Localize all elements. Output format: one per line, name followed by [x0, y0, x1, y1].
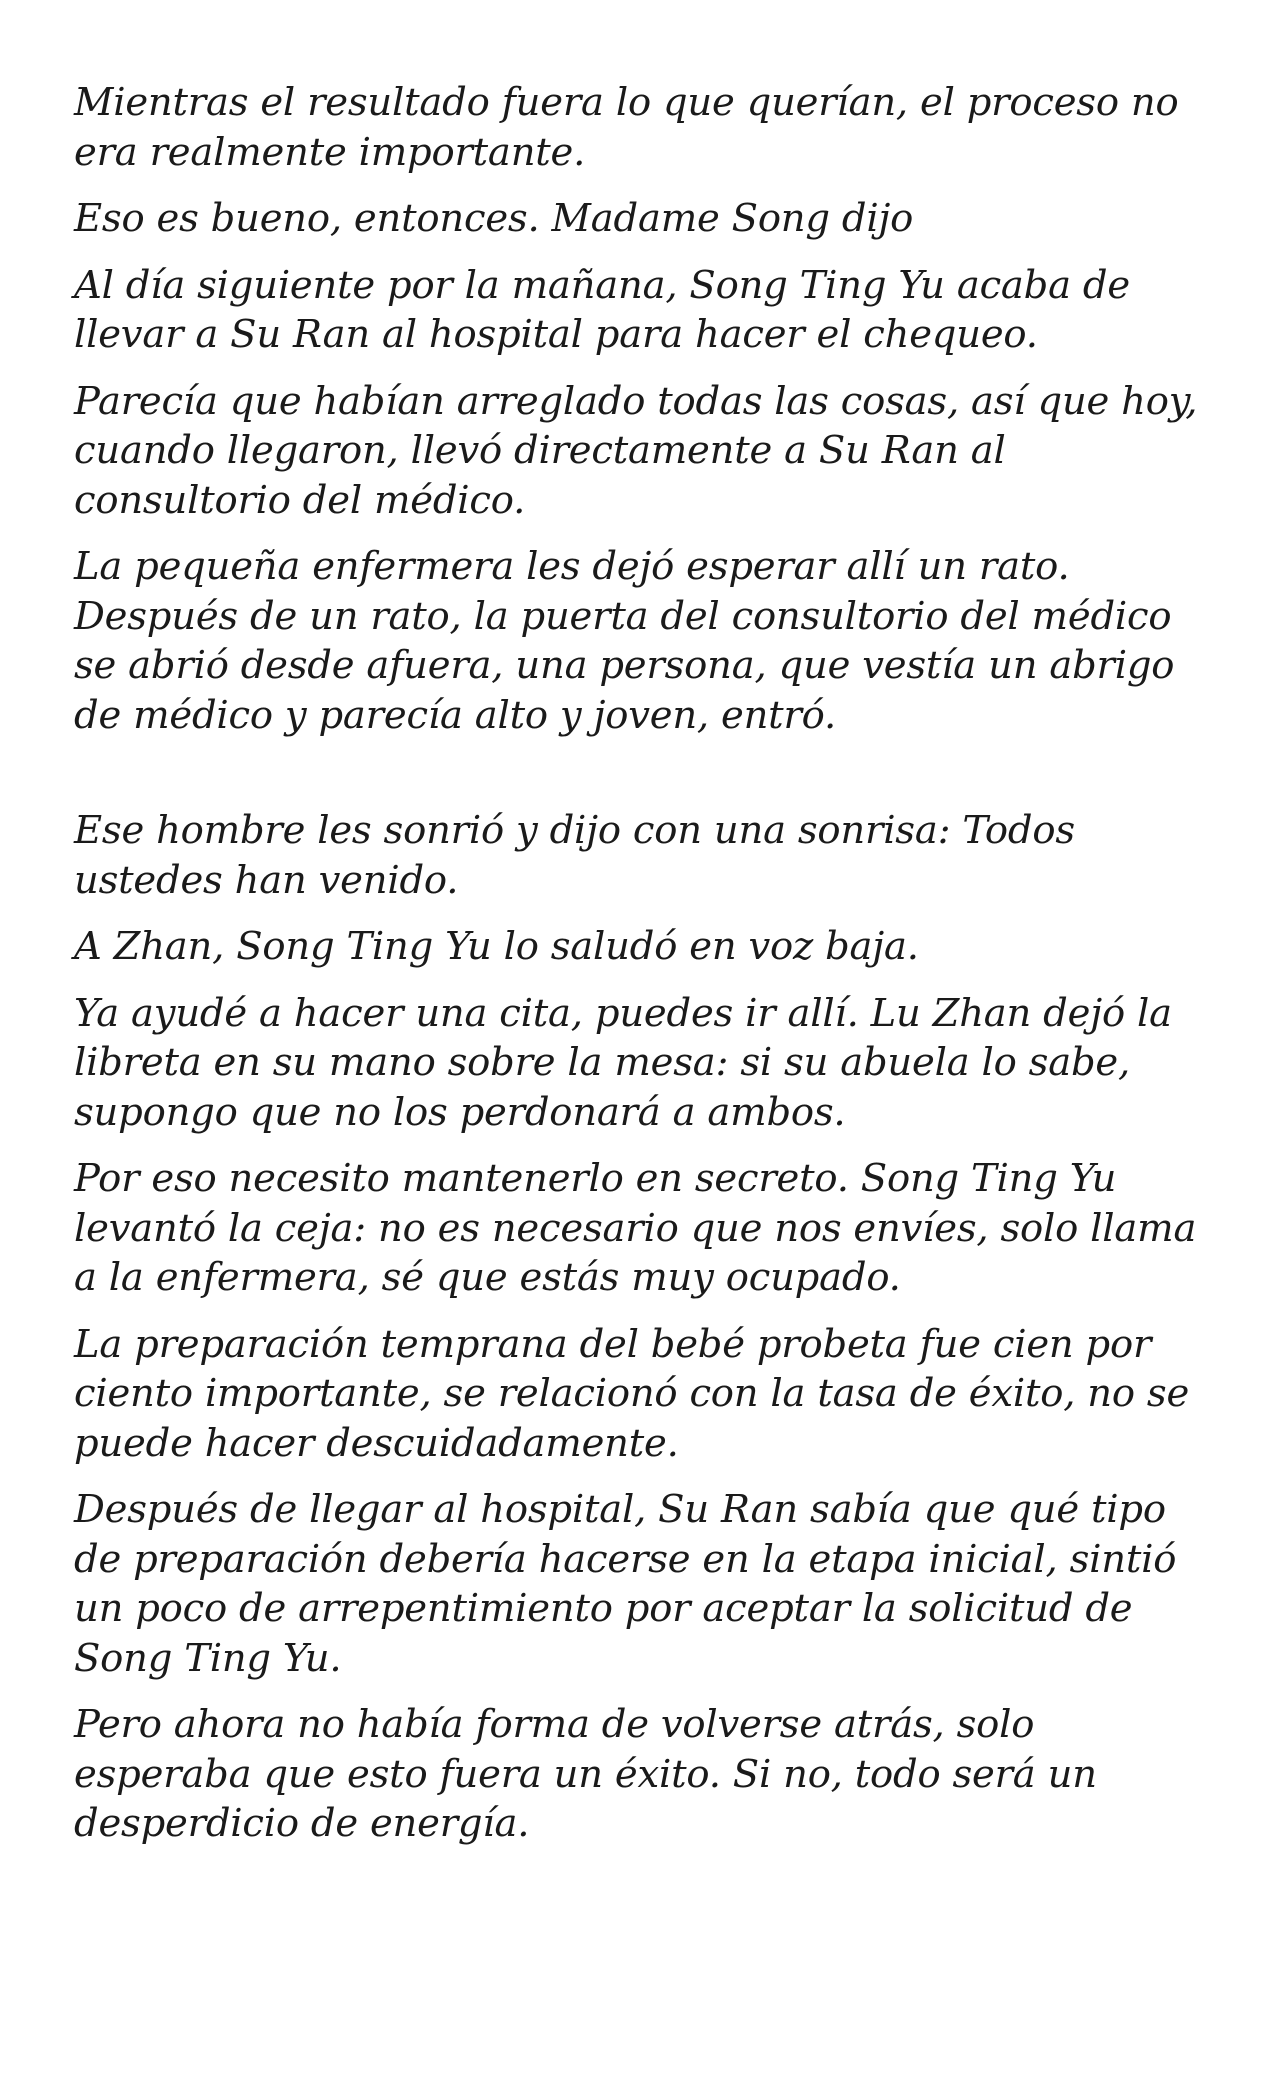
- paragraph-9: Por eso necesito mantenerlo en secreto. Song Ting Yu levantó la ceja: no es necesario que nos envíes, solo llama a la enfermera, sé que estás muy ocupado.: [74, 1156, 1197, 1300]
- paragraph-7: A Zhan, Song Ting Yu lo saludó en voz baja.: [74, 924, 919, 969]
- paragraph-6: Ese hombre les sonrió y dijo con una sonrisa: Todos ustedes han venido.: [74, 808, 1075, 903]
- paragraph-5: La pequeña enfermera les dejó esperar allí un rato. Después de un rato, la puerta del consultorio del médico se abrió desde afuera, una persona, que vestía un abrigo de médico y parecía alto y joven, entró.: [74, 544, 1175, 738]
- paragraph-11: Después de llegar al hospital, Su Ran sabía que qué tipo de preparación debería hacerse en la etapa inicial, sintió un poco de arrepentimiento por aceptar la solicitud de Song Ting Yu.: [74, 1487, 1177, 1681]
- paragraph-2: Eso es bueno, entonces. Madame Song dijo: [74, 196, 914, 241]
- paragraph-8: Ya ayudé a hacer una cita, puedes ir allí. Lu Zhan dejó la libreta en su mano sobre la mesa: si su abuela lo sabe, supongo que no los perdonará a ambos.: [74, 990, 1172, 1135]
- chapter-text: [74, 78, 1214, 1866]
- paragraph-3: Al día siguiente por la mañana, Song Ting Yu acaba de llevar a Su Ran al hospital para hacer el chequeo.: [74, 262, 1130, 357]
- paragraph-12: Pero ahora no había forma de volverse atrás, solo esperaba que esto fuera un éxito. Si no, todo será un desperdicio de energía.: [74, 1702, 1097, 1846]
- paragraph-1: Mientras el resultado fuera lo que querían, el proceso no era realmente importante.: [74, 80, 1179, 175]
- paragraph-4: Parecía que habían arreglado todas las cosas, así que hoy, cuando llegaron, llevó directamente a Su Ran al consultorio del médico.: [74, 378, 1198, 523]
- paragraph-10: La preparación temprana del bebé probeta fue cien por ciento importante, se relacionó con la tasa de éxito, no se puede hacer descuidadamente.: [74, 1321, 1190, 1466]
